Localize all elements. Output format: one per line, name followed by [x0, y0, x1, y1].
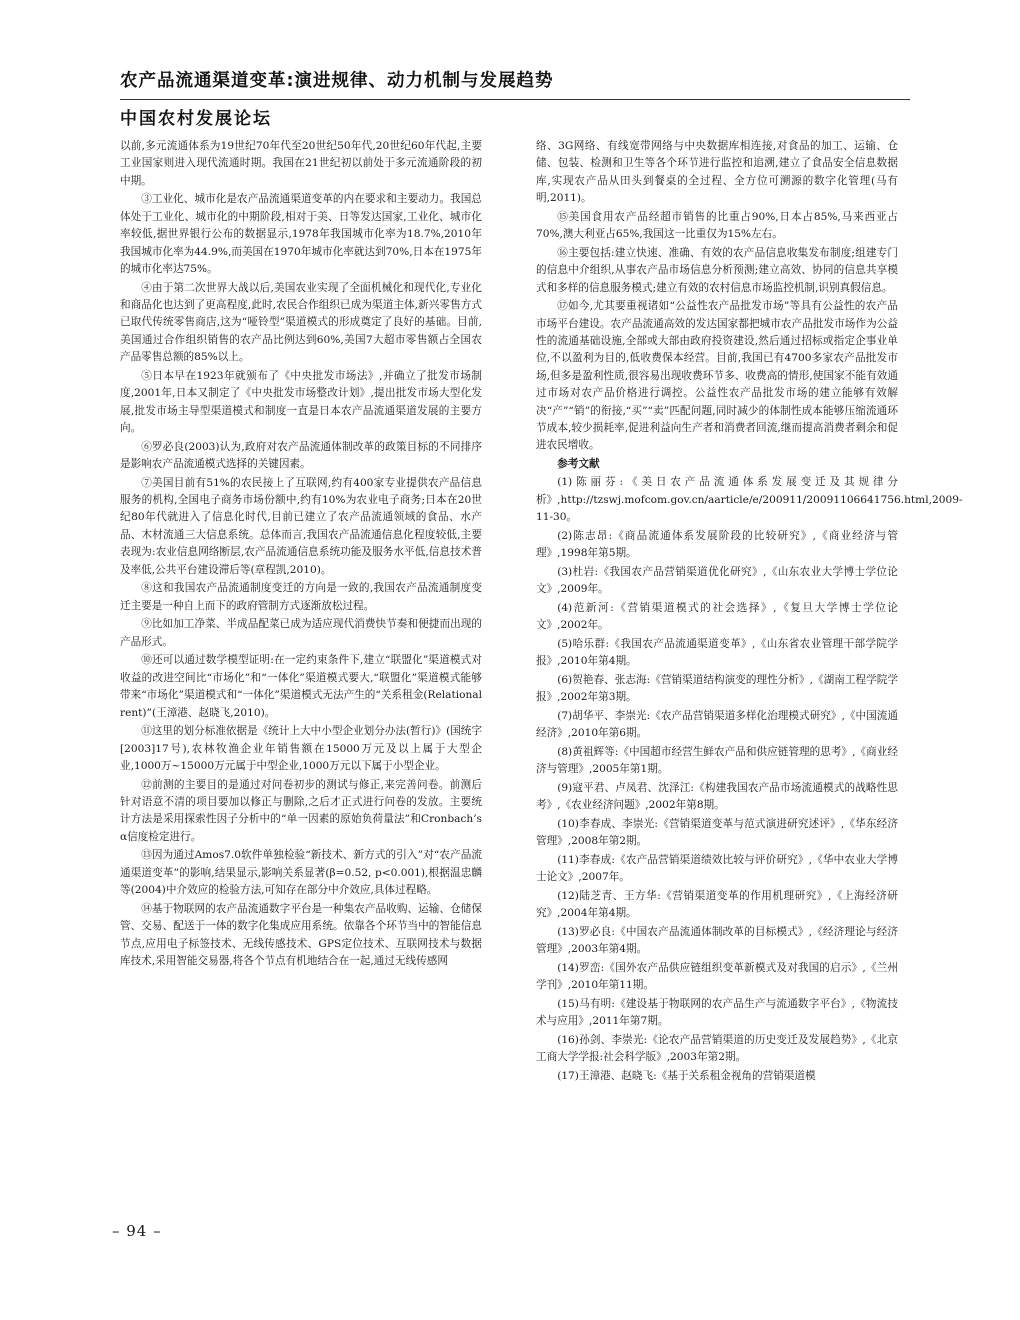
left-column: [120, 138, 482, 972]
references-heading: 参考文献: [557, 458, 600, 471]
page-number: – 94 –: [112, 1222, 162, 1240]
reference-item: (12)陆芝青、王方华:《营销渠道变革的作用机理研究》,《上海经济研究》,2004年第4期。: [536, 889, 898, 920]
note-paragraph: ⑬因为通过Amos7.0软件单独检验“新技术、新方式的引入”对“农产品流通渠道变革”的影响,结果显示,影响关系显著(β=0.52, p<0.001),根据温忠麟等(2004)中介效应的检验方法,可知存在部分中介效应,具体过程略。: [120, 849, 482, 897]
note-paragraph: ⑩还可以通过数学模型证明:在一定约束条件下,建立“联盟化”渠道模式对收益的改进空间比“市场化”和“一体化”渠道模式要大,“联盟化”渠道模式能够带来“市场化”渠道模式和“一体化”渠道模式无法产生的“关系租金(Relational rent)”(王漳港、赵晓飞,2010)。: [120, 654, 482, 719]
reference-list: [536, 474, 963, 1085]
note-paragraph: ⑫前测的主要目的是通过对问卷初步的测试与修正,来完善问卷。前测后针对语意不清的项目要加以修正与删除,之后才正式进行问卷的发放。主要统计方法是采用探索性因子分析中的“单一因素的原始负荷量法”和Cronbach’s α信度检定进行。: [120, 778, 482, 843]
note-paragraph: ③工业化、城市化是农产品流通渠道变革的内在要求和主要动力。我国总体处于工业化、城市化的中期阶段,相对于美、日等发达国家,工业化、城市化率较低,据世界银行公布的数据显示,1978年我国城市化率为18.7%,2010年我国城市化率为44.9%,而美国在1970年城市化率就达到70%,日本在1975年的城市化率达75%。: [120, 193, 482, 276]
article-title: 农产品流通渠道变革:演进规律、动力机制与发展趋势: [120, 71, 554, 91]
note-paragraph: ⑨比如加工净菜、半成品配菜已成为适应现代消费快节奏和便捷而出现的产品形式。: [120, 618, 482, 648]
reference-item: (3)杜岩:《我国农产品营销渠道优化研究》,《山东农业大学博士学位论文》,2009年。: [536, 565, 898, 596]
reference-item: (8)黄祖辉等:《中国超市经营生鲜农产品和供应链管理的思考》,《商业经济与管理》,2005年第1期。: [536, 745, 898, 776]
reference-item: (7)胡华平、李崇光:《农产品营销渠道多样化治理模式研究》,《中国流通经济》,2010年第6期。: [536, 709, 898, 740]
note-paragraph: ④由于第二次世界大战以后,美国农业实现了全面机械化和现代化,专业化和商品化也达到了更高程度,此时,农民合作组织已成为渠道主体,新兴零售方式已取代传统零售商店,这为“哑铃型”渠道模式的形成奠定了良好的基础。目前,美国通过合作组织销售的农产品比例达到60%,美国7大超市零售额占全国农产品零售总额的85%以上。: [120, 281, 482, 364]
note-paragraph: 以前,多元流通体系为19世纪70年代至20世纪50年代,20世纪60年代起,主要工业国家则进入现代流通时期。我国在21世纪初以前处于多元流通阶段的初中期。: [120, 140, 482, 187]
reference-item: (9)寇平君、卢凤君、沈泽江:《构建我国农产品市场流通模式的战略性思考》,《农业经济问题》,2002年第8期。: [536, 781, 898, 812]
reference-item: (1)陈丽芬:《美日农产品流通体系发展变迁及其规律分析》,http://tzswj.mofcom.gov.cn/aarticle/e/200911/20091106641756.html,2009-11-30。: [536, 476, 963, 524]
reference-item: (11)李春成:《农产品营销渠道绩效比较与评价研究》,《华中农业大学博士论文》,2007年。: [536, 853, 898, 884]
reference-item: (16)孙剑、李崇光:《论农产品营销渠道的历史变迁及发展趋势》,《北京工商大学学报:社会科学版》,2003年第2期。: [536, 1033, 898, 1064]
reference-item: (17)王漳港、赵晓飞:《基于关系租金视角的营销渠道模: [557, 1069, 816, 1082]
note-paragraph: ⑰如今,尤其要重视诸如“公益性农产品批发市场”等具有公益性的农产品市场平台建设。农产品流通高效的发达国家都把城市农产品批发市场作为公益性的流通基础设施,全部或大部由政府投资建设,然后通过招标或指定企事业单位,不以盈利为目的,低收费保本经营。目前,我国已有4700多家农产品批发市场,但多是盈利性质,很容易出现收费环节多、收费高的情形,使国家不能有效通过市场对农产品价格进行调控。公益性农产品批发市场的建立能够有效解决“产”“销”的衔接,“买”“卖”匹配问题,同时减少的体制性成本能够压缩流通环节成本,较少损耗率,促进利益向生产者和消费者回流,继而提高消费者剩余和促进农民增收。: [536, 300, 898, 452]
right-notes: [536, 138, 898, 455]
note-paragraph: ⑭基于物联网的农产品流通数字平台是一种集农产品收购、运输、仓储保管、交易、配送于一体的数字化集成应用系统。依靠各个环节当中的智能信息节点,应用电子标签技术、无线传感技术、GPS定位技术、互联网技术与数据库技术,采用智能交易器,将各个节点有机地结合在一起,通过无线传感网: [120, 902, 482, 967]
reference-item: (14)罗峦:《国外农产品供应链组织变革新模式及对我国的启示》,《兰州学刊》,2010年第11期。: [536, 961, 898, 992]
reference-item: (4)范新河:《营销渠道模式的社会选择》,《复旦大学博士学位论文》,2002年。: [536, 601, 898, 632]
reference-item: (13)罗必良:《中国农产品流通体制改革的目标模式》,《经济理论与经济管理》,2003年第4期。: [536, 925, 898, 956]
reference-item: (15)马有明:《建设基于物联网的农产品生产与流通数字平台》,《物流技术与应用》,2011年第7期。: [536, 997, 898, 1028]
reference-item: (6)贺艳春、张志海:《营销渠道结构演变的理性分析》,《湖南工程学院学报》,2002年第3期。: [536, 673, 898, 704]
journal-name: 中国农村发展论坛: [120, 109, 272, 129]
note-paragraph: ⑮美国食用农产品经超市销售的比重占90%,日本占85%,马来西亚占70%,澳大利亚占65%,我国这一比重仅为15%左右。: [536, 210, 898, 241]
right-column: [536, 138, 963, 1086]
note-paragraph: ⑯主要包括:建立快速、准确、有效的农产品信息收集发布制度;组建专门的信息中介组织,从事农产品市场信息分析预测;建立高效、协同的信息共享模式和多样的信息服务模式;建立有效的农村信息市场监控机制,识别真假信息。: [536, 246, 898, 294]
note-paragraph: ⑦美国目前有51%的农民接上了互联网,约有400家专业提供农产品信息服务的机构,全国电子商务市场份额中,约有10%为农业电子商务;日本在20世纪80年代就进入了信息化时代,目前已建立了农产品流通领域的食品、水产品、木材流通三大信息系统。总体而言,我国农产品流通信息化程度较低,主要表现为:农业信息网络断层,农产品流通信息系统功能及服务水平低,信息技术普及率低,公共平台建设滞后等(章程凯,2010)。: [120, 476, 482, 576]
header-divider: [120, 99, 910, 100]
reference-item: (2)陈志昂:《商品流通体系发展阶段的比较研究》,《商业经济与管理》,1998年第5期。: [536, 529, 898, 560]
note-paragraph: 络、3G网络、有线宽带网络与中央数据库相连接,对食品的加工、运输、仓储、包装、检测和卫生等各个环节进行监控和追溯,建立了食品安全信息数据库,实现农产品从田头到餐桌的全过程、全方位可溯源的数字化管理(马有明,2011)。: [536, 140, 898, 205]
reference-item: (5)哈乐群:《我国农产品流通渠道变革》,《山东省农业管理干部学院学报》,2010年第4期。: [536, 637, 898, 668]
note-paragraph: ⑤日本早在1923年就颁布了《中央批发市场法》,并确立了批发市场制度,2001年,日本又制定了《中央批发市场整改计划》,提出批发市场大型化发展,批发市场主导型渠道模式和制度一直是日本农产品流通渠道发展的主要方向。: [120, 369, 482, 435]
page-header: [120, 70, 910, 130]
note-paragraph: ⑥罗必良(2003)认为,政府对农产品流通体制改革的政策目标的不同排序是影响农产品流通模式选择的关键因素。: [120, 440, 482, 471]
note-paragraph: ⑧这和我国农产品流通制度变迁的方向是一致的,我国农产品流通制度变迁主要是一种自上而下的政府管制方式逐渐放松过程。: [120, 582, 482, 612]
note-paragraph: ⑪这里的划分标准依据是《统计上大中小型企业划分办法(暂行)》(国统字[2003]17号),农林牧渔企业年销售额在15000万元及以上属于大型企业,1000万~15000万元属于中型企业,1000万元以下属于小型企业。: [120, 725, 482, 772]
reference-item: (10)李春成、李崇光:《营销渠道变革与范式演进研究述评》,《华东经济管理》,2008年第2期。: [536, 817, 898, 848]
